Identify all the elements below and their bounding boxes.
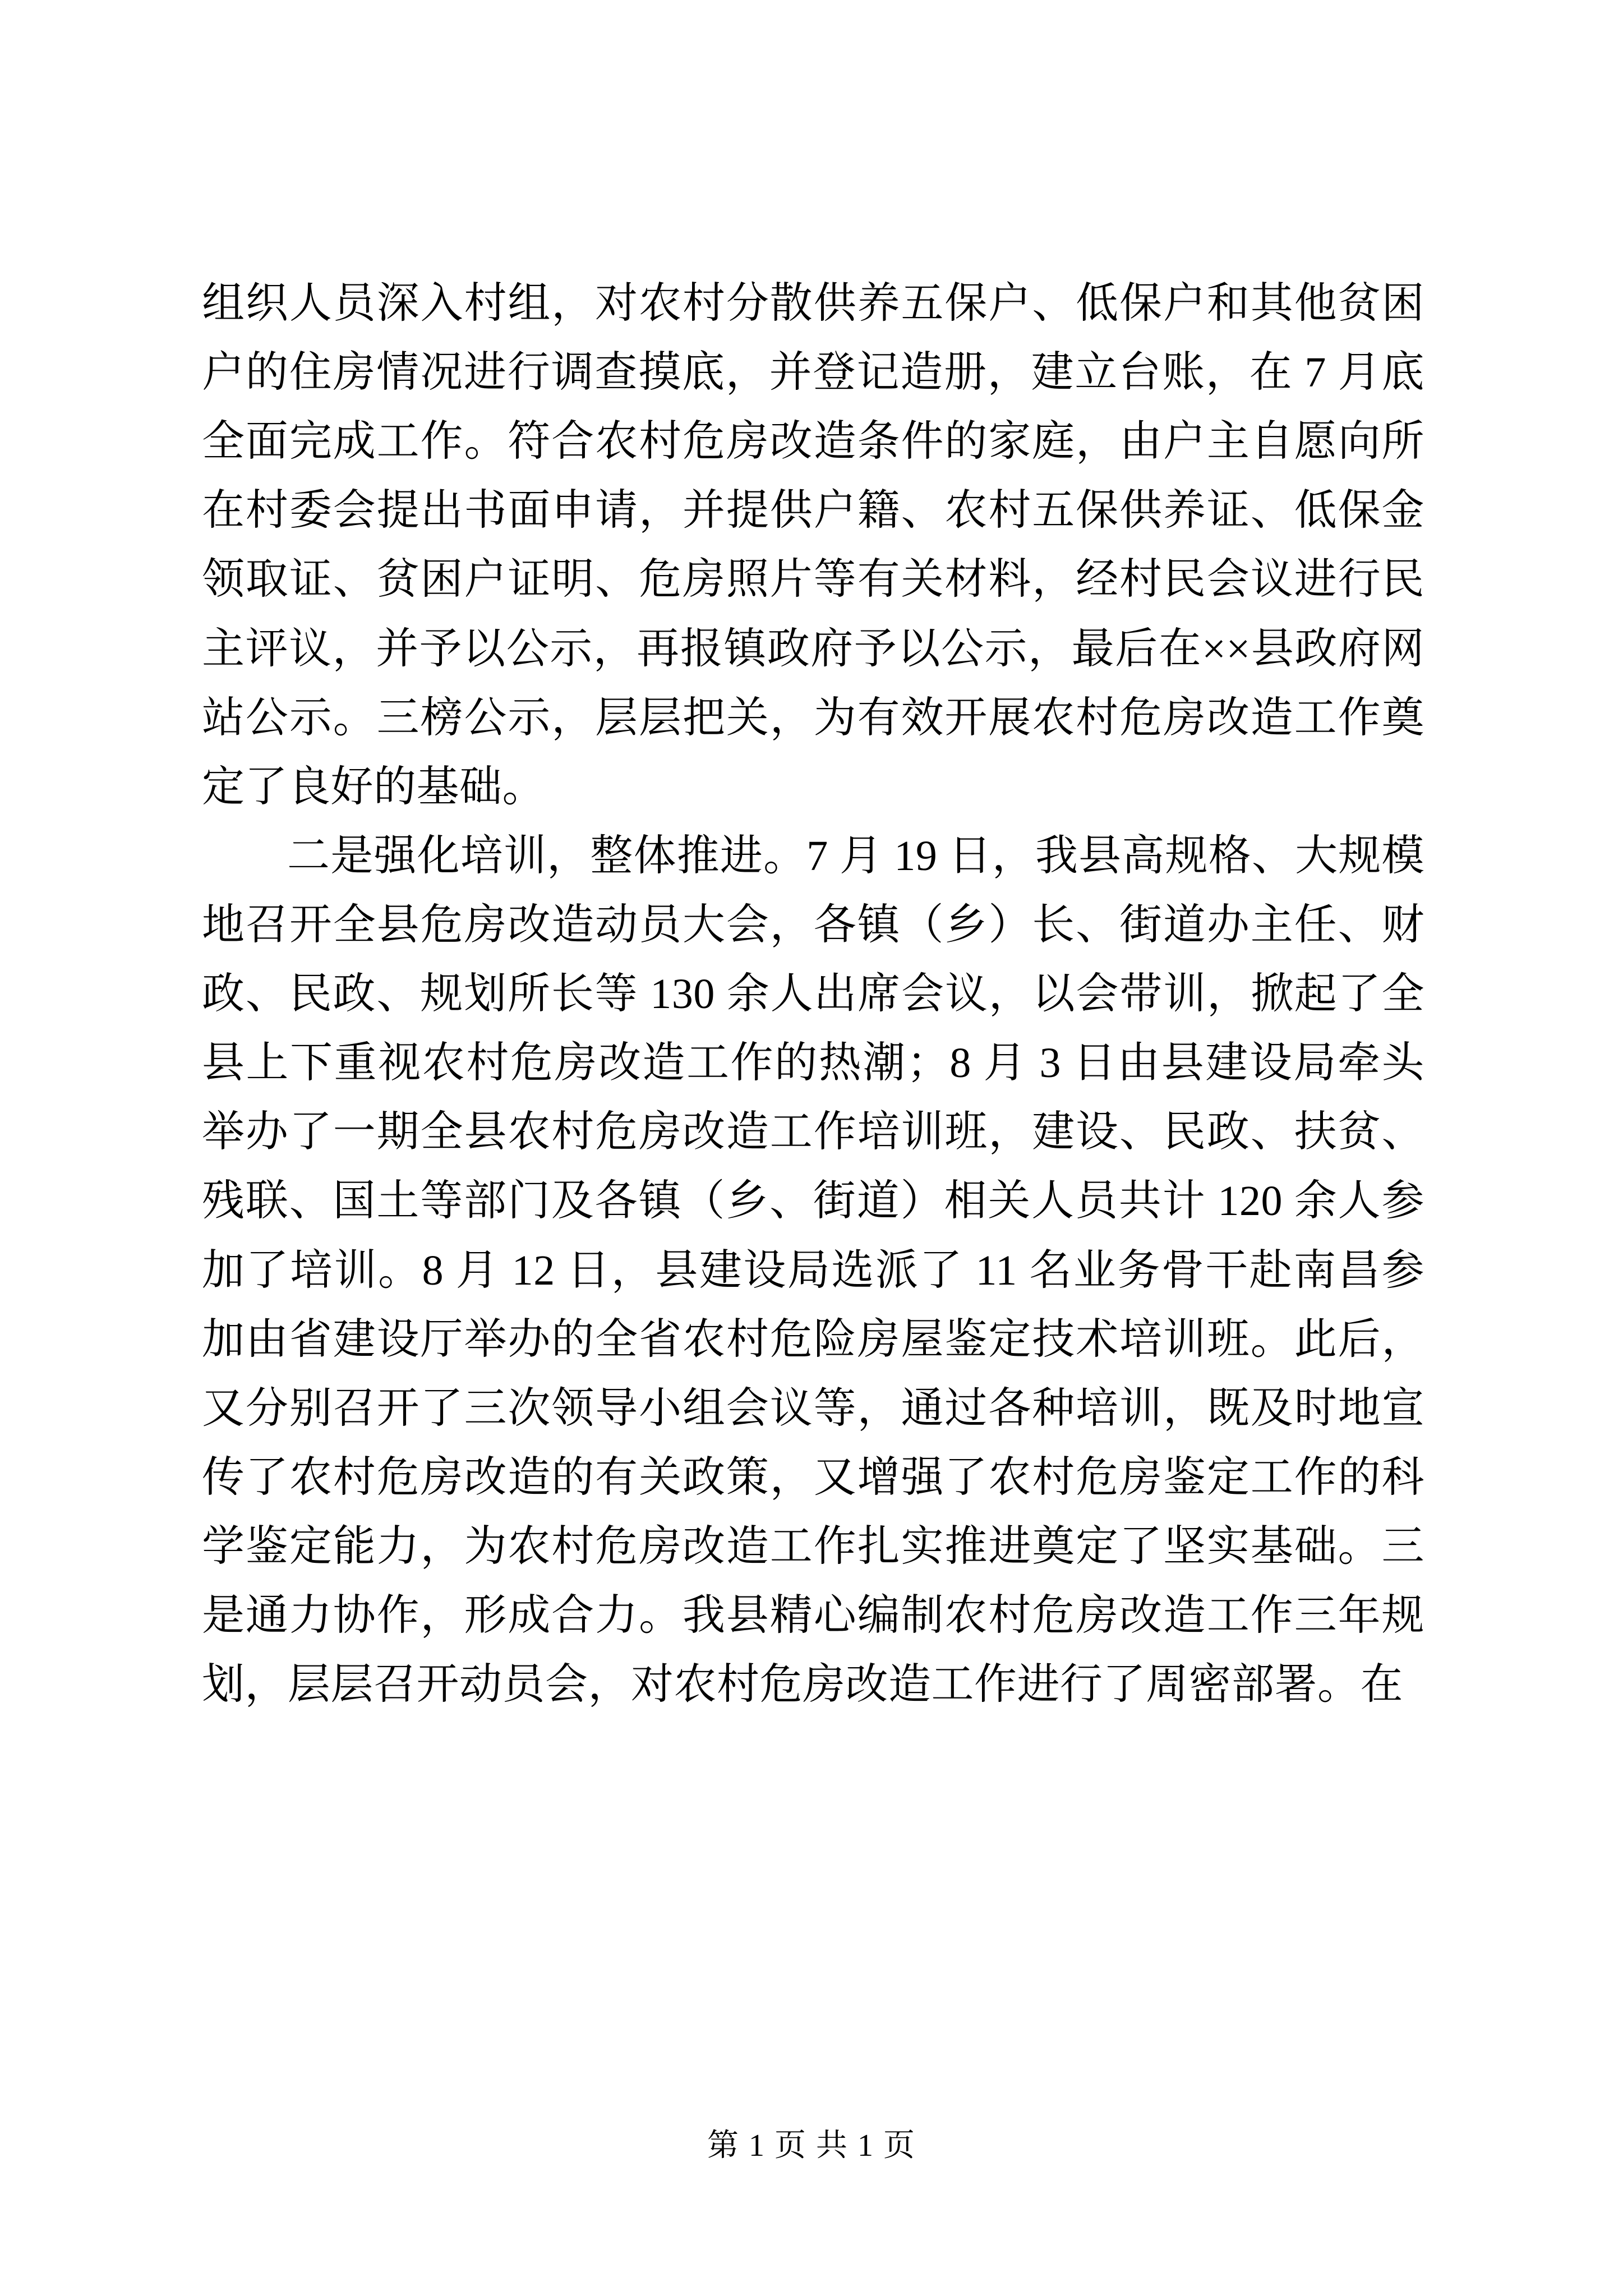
paragraph-1: 组织人员深入村组，对农村分散供养五保户、低保户和其他贫困户的住房情况进行调查摸底，并登记造册，建立台账，在 7 月底全面完成工作。符合农村危房改造条件的家庭，由户主自愿向所在村委会提出书面申请，并提供户籍、农村五保供养证、低保金领取证、贫困户证明、危房照片等有关材料，经村民会议进行民主评议，并予以公示，再报镇政府予以公示，最后在××县政府网站公示。三榜公示，层层把关，为有效开展农村危房改造工作奠定了良好的基础。 <box>202 280 1424 811</box>
document-body <box>202 269 1424 1719</box>
paragraph-2: 二是强化培训，整体推进。7 月 19 日，我县高规格、大规模地召开全县危房改造动员大会，各镇（乡）长、街道办主任、财政、民政、规划所长等 130 余人出席会议，以会带训，掀起了全县上下重视农村危房改造工作的热潮；8 月 3 日由县建设局牵头举办了一期全县农村危房改造工作培训班，建设、民政、扶贫、残联、国土等部门及各镇（乡、街道）相关人员共计 120 余人参加了培训。8 月 12 日，县建设局选派了 11 名业务骨干赴南昌参加由省建设厅举办的全省农村危险房屋鉴定技术培训班。此后，又分别召开了三次领导小组会议等，通过各种培训，既及时地宣传了农村危房改造的有关政策，又增强了农村危房鉴定工作的科学鉴定能力，为农村危房改造工作扎实推进奠定了坚实基础。三是通力协作，形成合力。我县精心编制农村危房改造工作三年规划，层层召开动员会，对农村危房改造工作进行了周密部署。在 <box>202 832 1424 1709</box>
page-footer: 第 1 页 共 1 页 <box>707 2128 916 2163</box>
